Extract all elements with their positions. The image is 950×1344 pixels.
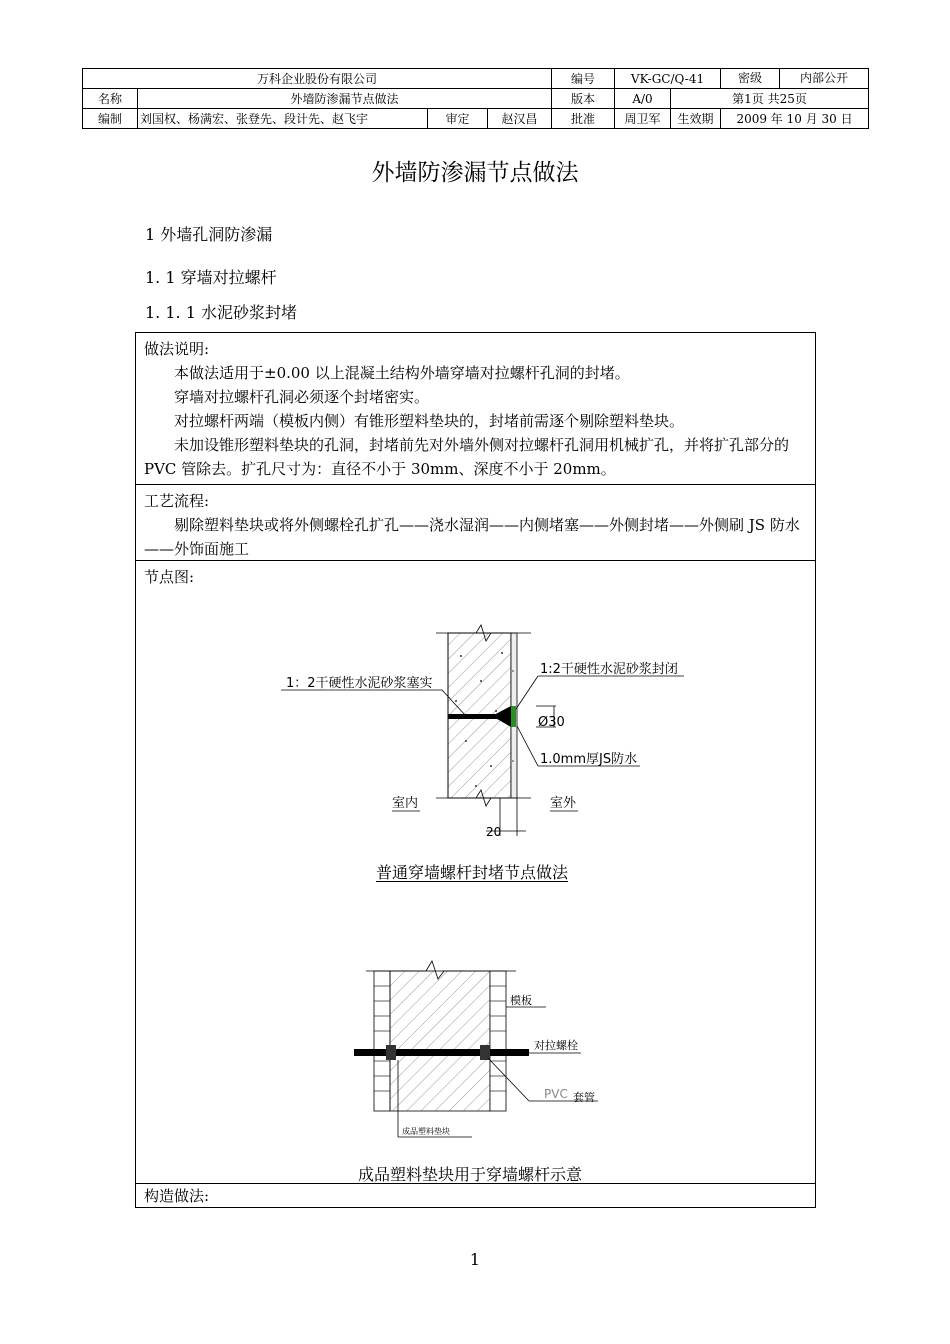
label-outdoor: 室外 [550, 796, 577, 811]
label-pad: 成品塑料垫块 [402, 1127, 450, 1136]
construct-label: 构造做法: [144, 1187, 210, 1205]
label-pvc-b: 套管 [573, 1091, 595, 1104]
heading-1: 1 外墙孔洞防渗漏 [145, 225, 273, 244]
page-number: 1 [469, 1250, 481, 1269]
figure-2-caption: 成品塑料垫块用于穿墙螺杆示意 [358, 1165, 583, 1184]
label-indoor: 室内 [392, 796, 419, 811]
approver: 周卫军 [615, 109, 671, 129]
secret-value: 内部公开 [800, 71, 849, 85]
secret-label: 密级 [721, 69, 780, 88]
method-label: 做法说明: [144, 340, 210, 358]
node-label: 节点图: [144, 568, 195, 586]
method-p3: 对拉螺杆两端（模板内侧）有锥形塑料垫块的，封堵前需逐个剔除塑料垫块。 [174, 412, 685, 430]
process-label: 工艺流程: [144, 492, 210, 510]
document-header-table [82, 68, 869, 129]
code-value: VK-GC/Q-41 [615, 69, 721, 89]
code-label: 编号 [552, 69, 615, 89]
label-left: 1：2干硬性水泥砂浆塞实 [286, 676, 433, 691]
heading-2: 1. 1 穿墙对拉螺杆 [145, 268, 277, 287]
process-section [136, 485, 815, 561]
version-value: A/0 [615, 89, 671, 109]
construct-section [136, 1184, 815, 1208]
effective-label: 生效期 [671, 109, 721, 129]
content-box [135, 332, 816, 1208]
method-p1: 本做法适用于±0.00 以上混凝土结构外墙穿墙对拉螺杆孔洞的封堵。 [174, 364, 630, 382]
label-right-bottom: 1.0mm厚JS防水 [540, 752, 638, 767]
reviewer: 赵汉昌 [488, 109, 552, 129]
review-label: 审定 [428, 109, 488, 129]
method-section [136, 333, 815, 485]
dim-bottom-label: 20 [486, 825, 502, 839]
method-p4: 未加设锥形塑料垫块的孔洞，封堵前先对外墙外侧对拉螺杆孔洞用机械扩孔，并将扩孔部分的 PVC 管除去。扩孔尺寸为：直径不小于 30mm、深度不小于 20mm。 [144, 436, 790, 478]
approve-label: 批准 [552, 109, 615, 129]
author-label: 编制 [83, 109, 138, 129]
process-text: 剔除塑料垫块或将外侧螺栓孔扩孔——浇水湿润——内侧堵塞——外侧封堵——外侧刷 JS 防水——外饰面施工 [144, 516, 800, 558]
doc-title: 外墙防渗漏节点做法 [371, 160, 579, 186]
tie-rod-seal-diagram [136, 561, 815, 1136]
node-section [136, 561, 815, 1184]
figure-1-caption: 普通穿墙螺杆封堵节点做法 [376, 863, 569, 882]
label-bolt: 对拉螺栓 [534, 1039, 578, 1052]
effective-date: 2009 年 10 月 30 日 [721, 109, 869, 129]
heading-3: 1. 1. 1 水泥砂浆封堵 [145, 303, 297, 322]
label-pvc-a: PVC [544, 1087, 568, 1101]
authors: 刘国权、杨满宏、张登先、段计先、赵飞宇 [138, 109, 428, 129]
dim-side-label: Ø30 [538, 715, 565, 730]
method-p2: 穿墙对拉螺杆孔洞必须逐个封堵密实。 [174, 388, 430, 406]
company-name: 万科企业股份有限公司 [83, 69, 552, 89]
label-right-top: 1:2干硬性水泥砂浆封闭 [540, 662, 678, 677]
label-formwork: 模板 [510, 994, 532, 1007]
version-label: 版本 [552, 89, 615, 109]
name-label: 名称 [83, 89, 138, 109]
name-value: 外墙防渗漏节点做法 [138, 89, 552, 109]
page-info: 第1页 共25页 [671, 89, 869, 109]
